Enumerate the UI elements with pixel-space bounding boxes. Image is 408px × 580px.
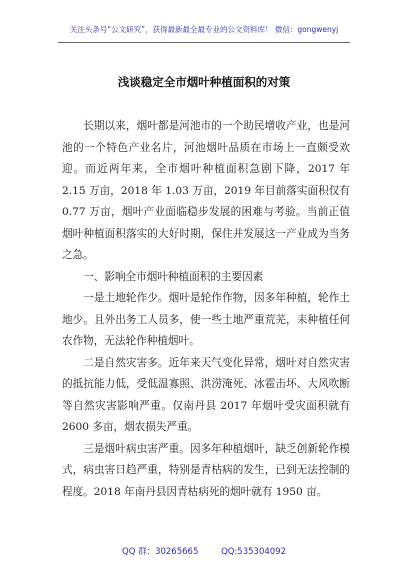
document-body xyxy=(62,116,350,503)
footer-qq-contact: QQ:535304092 xyxy=(221,547,286,557)
page-header: 关注头条号“公文研究”，获得最新最全最专业的公文资料库！ 微信：gongwenyj xyxy=(69,25,339,34)
paragraph-factor-1: 一是土地轮作少。烟叶是轮作作物，因多年种植，轮作土地少。且外出务工人员多，使一些土地严重荒芜，耒种植任何农作物，无法轮作种植烟叶。 xyxy=(62,292,350,347)
section-heading: 一、影响全市烟叶种植面积的主要因素 xyxy=(83,270,264,283)
paragraph-factor-2: 二是自然灾害多。近年来天气变化异常，烟叶对自然灾害的抵抗能力低，受低温寡照、洪涝淹死、冰雹击坏、大风吹断等自然灾害影响严重。仅南丹县 2017 年烟叶受灾面积就有 2600 多亩，烟农损失严重。 xyxy=(62,356,350,433)
paragraph-intro: 长期以来，烟叶都是河池市的一个助民增收产业，也是河池的一个特色产业名片，河池烟叶品质在市场上一直颇受欢迎。而近两年来，全市烟叶种植面积急剧下降，2017 年 2.15 万亩，2018 年 1.03 万亩，2019 年目前落实面积仅有 0.77 万亩，烟叶产业面临稳步发展的困难与考验。当前正值烟叶种植面积落实的大好时期，保住并发展这一产业成为当务之急。 xyxy=(62,120,350,261)
page-footer xyxy=(0,545,408,557)
footer-qq-group: QQ 群：30265665 xyxy=(122,547,199,557)
paragraph-factor-3: 三是烟叶病虫害严重。因多年种植烟叶，缺乏创新轮作模式，病虫害日趋严重，特别是青枯病的发生，已到无法控制的程度。2018 年南丹县因青枯病死的烟叶就有 1950 亩。 xyxy=(62,442,350,498)
header-divider xyxy=(58,42,350,43)
document-title: 浅谈稳定全市烟叶种植面积的对策 xyxy=(117,75,291,89)
